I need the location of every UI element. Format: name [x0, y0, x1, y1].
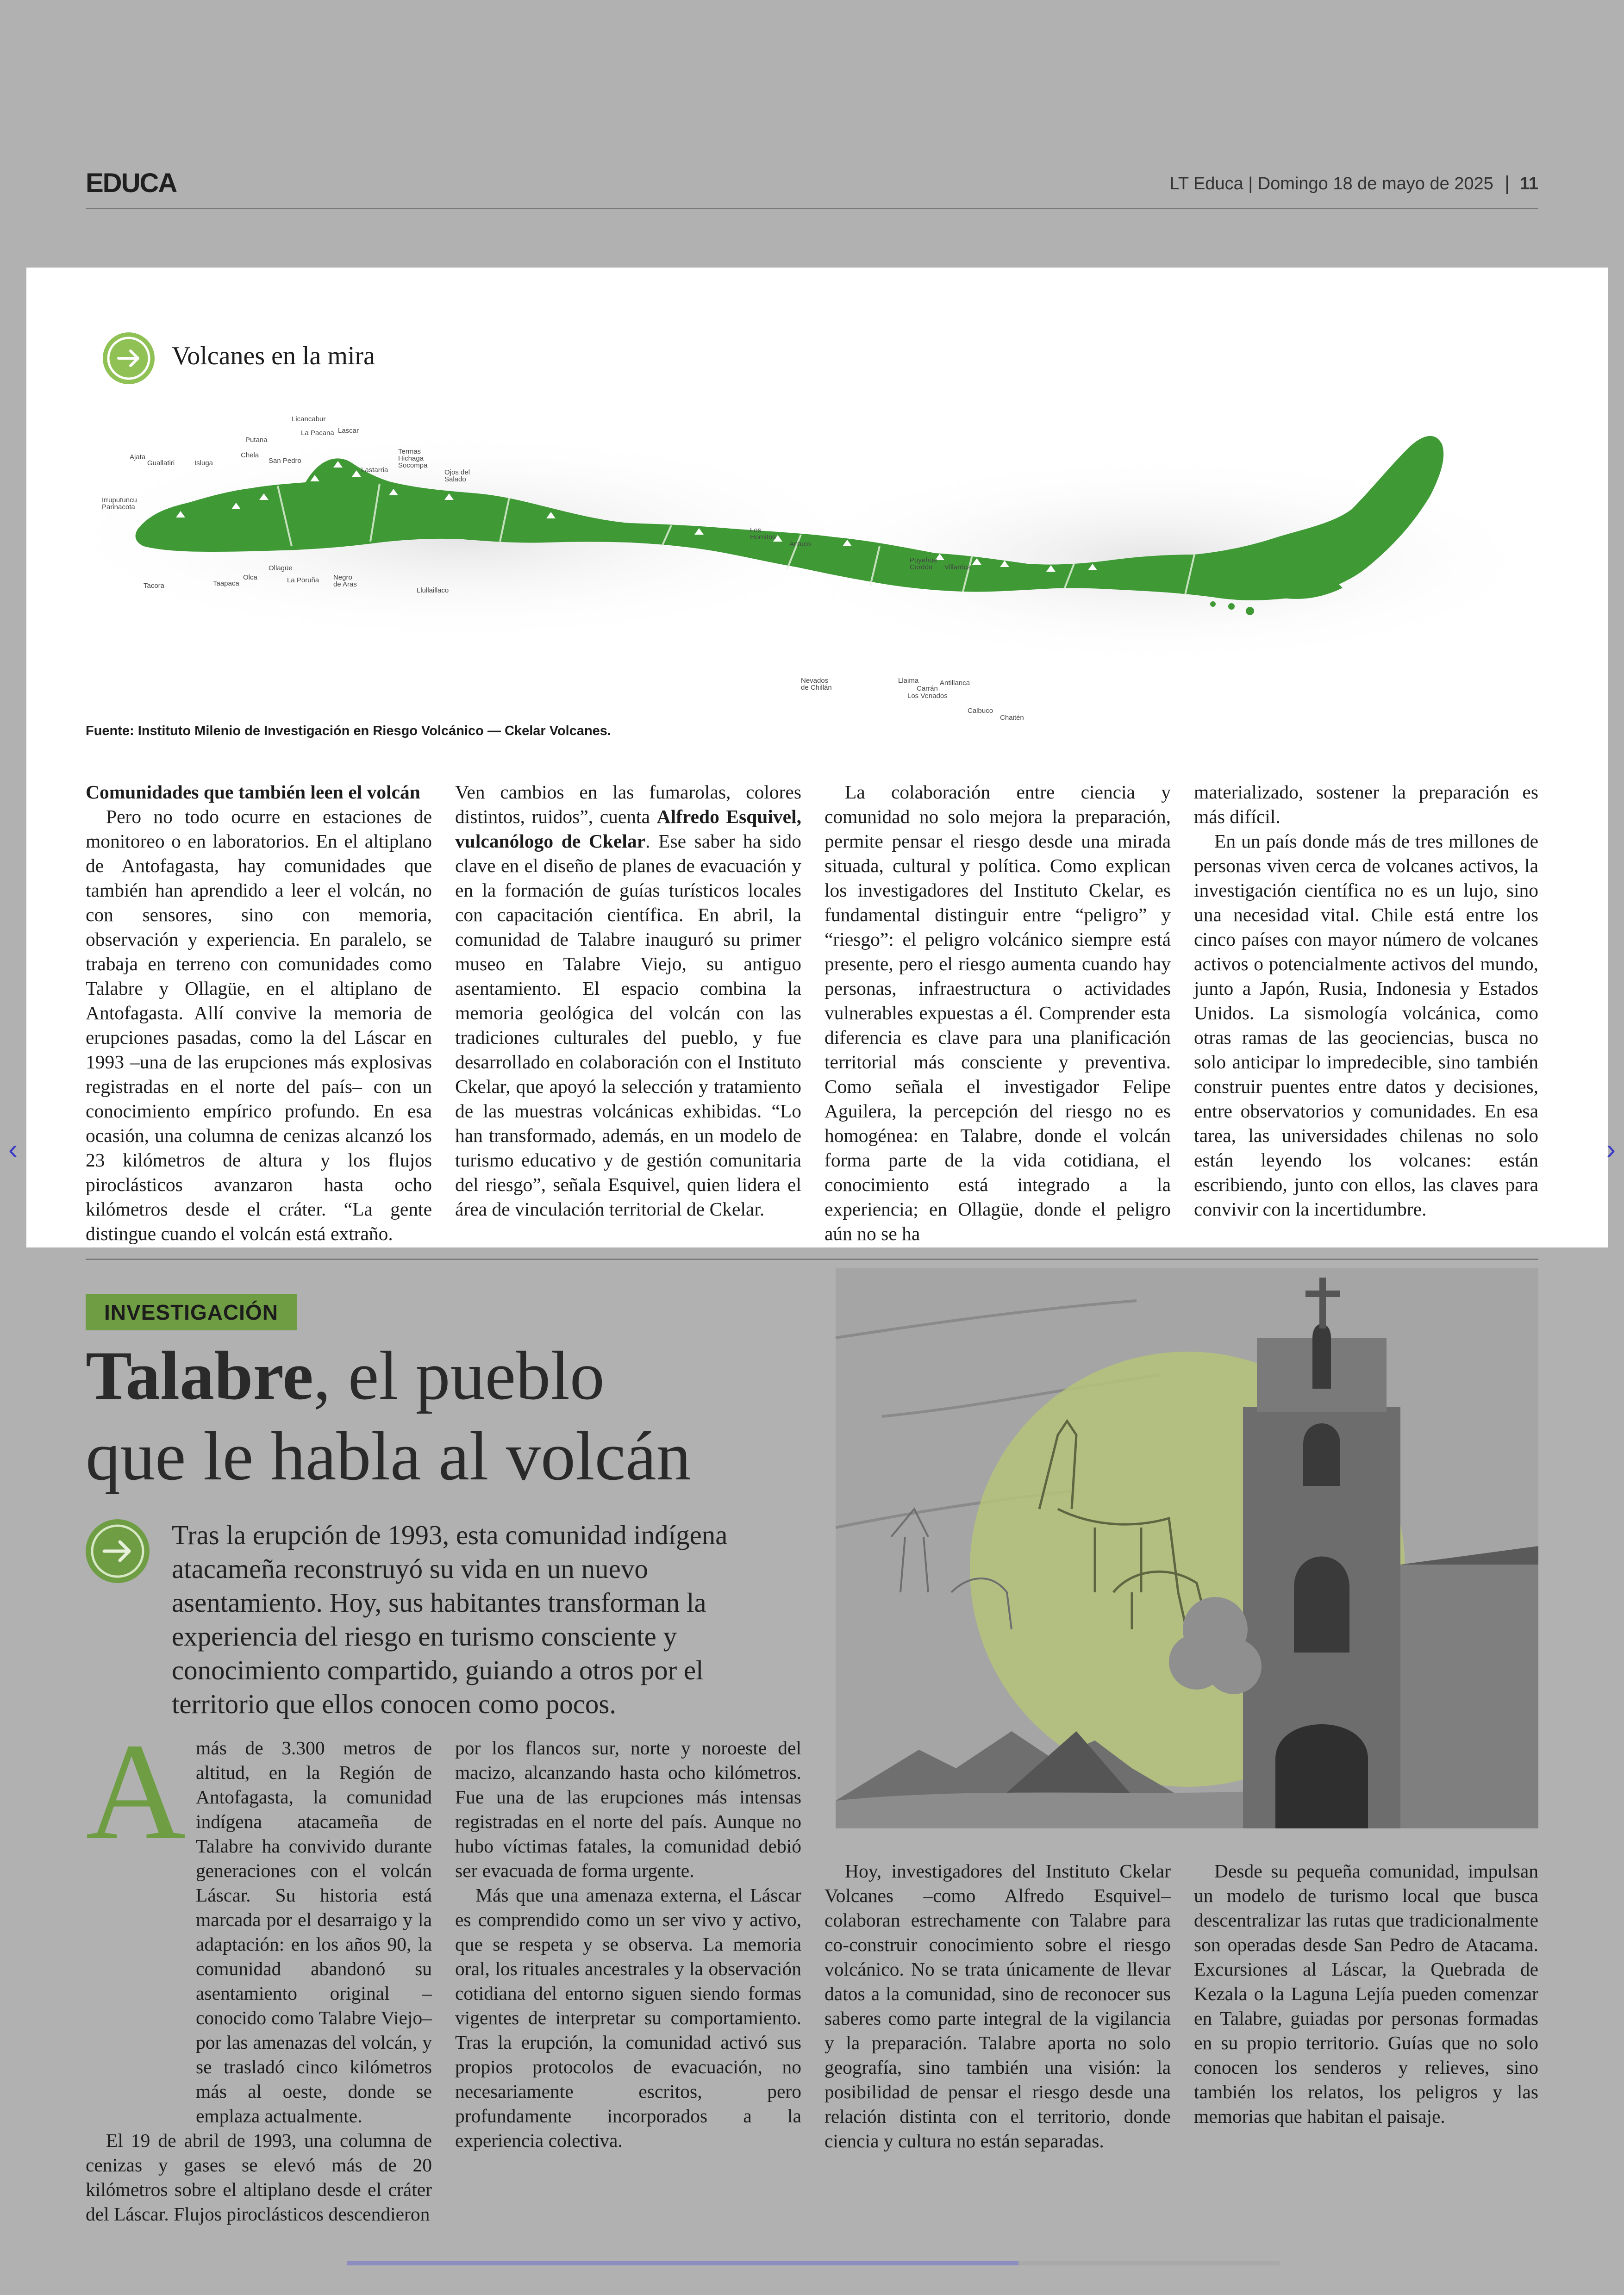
headline-part: que le habla al volcán	[86, 1418, 691, 1495]
map-label: Puyehue	[910, 556, 937, 564]
article-headline	[86, 1335, 691, 1497]
panel-column-2	[455, 780, 801, 1222]
map-label: Hornitos	[750, 533, 776, 541]
map-label: Lastarria	[361, 466, 388, 474]
map-label: La Poruña	[287, 576, 319, 584]
map-label: de Aras	[333, 580, 357, 588]
text-run: . Ese saber ha sido clave en el diseño de planes de evacuación y en la formación de guías turísticos locales con capacitación científica. En abril, la comunidad de Talabre inauguró su primer museo en Talabre Viejo, su antiguo asentamiento. El espacio combina la memoria geológica del volcán con las tradiciones culturales del pueblo, y fue desarrollado en colaboración con el Instituto Ckelar, que apoyó la selección y tratamiento de las muestras volcánicas exhibidas. “Lo han transformado, además, en un modelo de turismo educativo y de gestión comunitaria del riesgo”, señala Esquivel, quien lidera el área de vinculación territorial de Ckelar.	[455, 830, 801, 1220]
ground	[836, 1791, 1252, 1828]
island	[1228, 603, 1235, 610]
paragraph: Pero no todo ocurre en estaciones de monitoreo o en laboratorios. En el altiplano de Antofagasta, hay comunidades que también han aprendido a leer el volcán, no con sensores, sino con memoria, observación y experiencia. En paralelo, se trabaja en terreno con comunidades como Talabre y Ollagüe, en el altiplano de Antofagasta. Allí convive la memoria de erupciones pasadas, como la del Láscar en 1993 –una de las erupciones más explosivas registradas en el norte del país– con un conocimiento empírico profundo. En esa ocasión, una columna de cenizas alcanzó los 23 kilómetros de altura y los flujos piroclásticos avanzaron hasta ocho kilómetros desde el cráter. “La gente distingue cuando el volcán está extraño.	[86, 806, 432, 1244]
article-deck: Tras la erupción de 1993, esta comunidad indígena atacameña reconstruyó su vida en un nuevo asentamiento. Hoy, sus habitantes transforman la experiencia del riesgo en turismo consciente y conocimiento compartido, guiando a otros por el territorio que ellos conocen como pocos.	[172, 1520, 728, 1719]
map-label: Chela	[241, 451, 259, 459]
map-label: Irruputuncu	[102, 496, 137, 504]
map-label: Negro	[333, 574, 352, 581]
panel-column-4	[1194, 780, 1538, 1222]
map-label: Hichaga	[398, 455, 424, 462]
paragraph: más de 3.300 metros de altitud, en la Región de Antofagasta, la comunidad indígena atacameña de Talabre ha convivido durante generaciones con el volcán Láscar. Su historia está marcada por el desarraigo y la adaptación: en los años 90, la comunidad abandonó su asentamiento original –conocido como Talabre Viejo– por las amenazas del volcán, y se trasladó cinco kilómetros más al oeste, donde se emplaza actualmente.	[196, 1737, 432, 2127]
map-label: Licancabur	[292, 415, 326, 423]
prev-page-button[interactable]: ‹	[8, 1134, 18, 1165]
paragraph	[455, 780, 801, 1222]
map-label: Taapaca	[213, 580, 239, 587]
section-logo: EDUCA	[86, 168, 177, 198]
text-run: Ven cambios en las fumarolas, colores distintos, ruidos”, cuenta	[455, 781, 801, 827]
church-illustration	[836, 1268, 1538, 1828]
article-column-3	[824, 1859, 1171, 2153]
article-column-4	[1194, 1859, 1538, 2129]
map-label: Guallatiri	[147, 459, 175, 467]
island	[1210, 601, 1216, 607]
panel-column-3	[824, 780, 1171, 1246]
next-page-button[interactable]: ›	[1606, 1134, 1616, 1165]
arrow-right-icon	[103, 332, 155, 384]
chile-volcano-map	[93, 407, 1528, 722]
header-rule	[86, 208, 1538, 209]
map-label: Antuco	[789, 540, 811, 548]
publication-date: LT Educa | Domingo 18 de mayo de 2025	[1169, 174, 1493, 193]
map-label: Calbuco	[968, 707, 993, 715]
paragraph: por los flancos sur, norte y noroeste del macizo, alcanzando hasta ocho kilómetros. Fue una de las erupciones más intensas registradas en el norte del país. Aunque no hubo víctimas fatales, la comunidad debió ser evacuada de forma urgente.	[455, 1737, 801, 1881]
section-rule	[86, 1259, 1538, 1260]
column-heading: Comunidades que también leen el volcán	[86, 781, 420, 803]
panel-column-1	[86, 780, 432, 1246]
paragraph: Desde su pequeña comunidad, impulsan un modelo de turismo local que busca descentralizar las rutas que tradicionalmente son operadas desde San Pedro de Atacama. Excursiones al Láscar, la Quebrada de Kezala o la Laguna Lejía pueden comenzar en Talabre, guiadas por personas formadas en su propio territorio. Guías que no solo conocen los senderos y relieves, sino también los relatos, los peligros y las memorias que habitan el paisaje.	[1194, 1860, 1538, 2127]
map-label: Parinacota	[102, 503, 135, 511]
map-label: Putana	[245, 436, 268, 444]
map-label: San Pedro	[269, 457, 301, 465]
panel-title: Volcanes en la mira	[172, 342, 375, 370]
map-label: Llaima	[898, 677, 919, 685]
article-column-2	[455, 1736, 801, 2153]
map-label: Lascar	[338, 427, 359, 435]
map-label: Chaitén	[1000, 714, 1024, 722]
map-label: Cordón	[910, 563, 933, 571]
paragraph: En un país donde más de tres millones de personas viven cerca de volcanes activos, la investigación científica no es un lujo, sino una necesidad vital. Chile está entre los cinco países con mayor número de volcanes activos o potencialmente activos del mundo, junto a Japón, Rusia, Indonesia y Estados Unidos. La sismología volcánica, como otras ramas de las geociencias, busca no solo anticipar lo impredecible, sino también construir puentes entre datos y decisiones, entre observatorios y comunidades. En esa tarea, las universidades chilenas no solo están leyendo los volcanes: están escribiendo, junto con ellos, las claves para convivir con la incertidumbre.	[1194, 830, 1538, 1220]
map-label: Termas	[398, 448, 421, 455]
map-label: Tacora	[144, 582, 165, 590]
map-label: Ojos del	[444, 468, 470, 476]
map-label: Salado	[444, 475, 466, 483]
paragraph: Más que una amenaza externa, el Láscar es comprendido como un ser vivo y activo, que se respeta y se observa. La memoria oral, los rituales ancestrales y la observación cotidiana del entorno siguen siendo formas vigentes de interpretar su comportamiento. Tras la erupción, la comunidad activó sus propios protocolos de evacuación, no necesariamente escritos, pero profundamente incorporados a la experiencia colectiva.	[455, 1884, 801, 2151]
paragraph: El 19 de abril de 1993, una columna de cenizas y gases se elevó más de 20 kilómetros sobre el altiplano desde el cráter del Láscar. Flujos piroclásticos descendieron	[86, 2130, 432, 2225]
map-label: Isluga	[194, 459, 213, 467]
article-column-1	[86, 1736, 432, 2226]
map-label: Los Venados	[907, 692, 948, 700]
headline-part: , el pueblo	[313, 1337, 605, 1414]
map-label: de Chillán	[801, 684, 832, 692]
map-label: Llullaillaco	[417, 586, 449, 594]
section-badge: INVESTIGACIÓN	[86, 1294, 297, 1330]
island	[1246, 607, 1254, 615]
map-label: Ollagüe	[269, 564, 293, 572]
map-label: Los	[750, 526, 762, 534]
map-label: Socompa	[398, 461, 428, 469]
map-label: Ajata	[130, 453, 146, 461]
page-progress-fill	[347, 2261, 1018, 2265]
arrow-right-icon	[86, 1519, 150, 1583]
person-name: Alfredo Esquivel, vulcanólogo de Ckelar	[455, 806, 801, 852]
map-label: La Pacana	[301, 429, 334, 437]
headline-bold: Talabre	[86, 1337, 313, 1414]
map-label: Nevados	[801, 677, 829, 685]
paragraph: materializado, sostener la preparación es más difícil.	[1194, 781, 1538, 827]
map-label: Villarrica	[944, 563, 971, 571]
paragraph: La colaboración entre ciencia y comunidad no solo mejora la preparación, permite pensar el riesgo desde una mirada situada, cultural y política. Como explican los investigadores del Instituto Ckelar, es fundamental distinguir entre “peligro” y “riesgo”: el peligro volcánico siempre está presente, pero el riesgo aumenta cuando hay personas, infraestructura o actividades vulnerables expuestas a él. Comprender esta diferencia es clave para una planificación territorial más consciente y preventiva. Como señala el investigador Felipe Aguilera, la percepción del riesgo no es homogénea: en Talabre, donde el volcán forma parte de la vida cotidiana, el conocimiento está integrado a la experiencia; en Ollagüe, donde el peligro aún no se ha	[824, 781, 1171, 1244]
map-source: Fuente: Instituto Milenio de Investigación en Riesgo Volcánico — Ckelar Volcanes.	[86, 723, 611, 738]
map-label: Olca	[243, 574, 257, 581]
paragraph: Hoy, investigadores del Instituto Ckelar Volcanes –como Alfredo Esquivel– colaboran estrechamente con Talabre para co-construir conocimiento sobre el riesgo volcánico. No se trata únicamente de llevar datos a la comunidad, sino de reconocer sus saberes como parte integral de la vigilancia y la preparación. Talabre aporta no solo geografía, sino también una visión: la posibilidad de pensar el riesgo desde una relación distinta con el territorio, donde ciencia y cultura no están separadas.	[824, 1860, 1171, 2152]
map-label: Carrán	[917, 685, 938, 692]
page-number: 11	[1519, 174, 1538, 193]
page-header-info	[1170, 174, 1538, 194]
dropcap: A	[86, 1715, 186, 1868]
header-divider	[1506, 175, 1508, 194]
map-label: Antillanca	[940, 679, 970, 687]
